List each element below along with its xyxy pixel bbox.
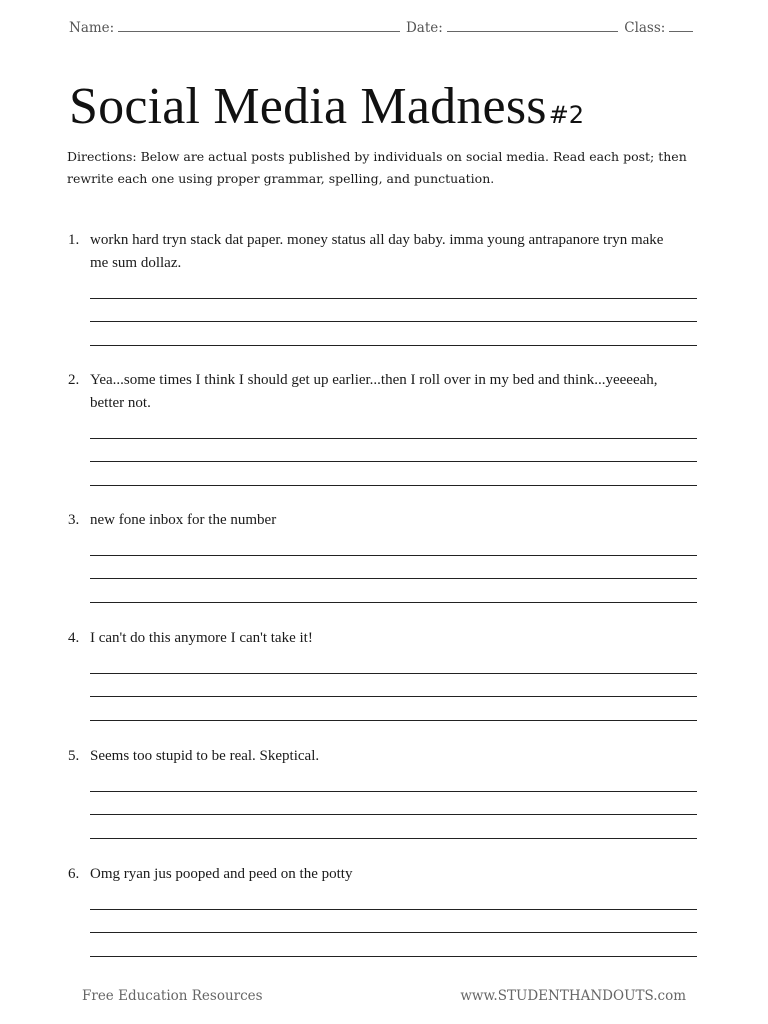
question-text: new fone inbox for the number	[90, 512, 277, 528]
question-3	[68, 509, 700, 603]
question-4	[68, 627, 700, 721]
answer-line[interactable]	[90, 674, 697, 698]
footer-website-link[interactable]: www.STUDENTHANDOUTS.com	[460, 988, 686, 1004]
answer-line[interactable]	[90, 439, 697, 463]
page-footer	[82, 988, 686, 1004]
question-2	[68, 369, 700, 486]
question-5	[68, 745, 700, 839]
question-number: 1.	[68, 232, 80, 248]
answer-line[interactable]	[90, 299, 697, 323]
header-fields	[69, 19, 699, 41]
answer-line[interactable]	[90, 415, 697, 439]
class-blank	[669, 19, 693, 32]
title-suffix: #2	[548, 101, 585, 129]
name-blank	[118, 19, 400, 32]
answer-line[interactable]	[90, 650, 697, 674]
answer-line[interactable]	[90, 579, 697, 603]
question-6	[68, 863, 700, 957]
answer-line[interactable]	[90, 815, 697, 839]
answer-line[interactable]	[90, 462, 697, 486]
answer-line[interactable]	[90, 532, 697, 556]
question-number: 6.	[68, 866, 80, 882]
question-text: Yea...some times I think I should get up earlier...then I roll over in my bed and think...yeeeeah, better not.	[90, 372, 658, 411]
class-label: Class:	[624, 20, 666, 36]
answer-line[interactable]	[90, 556, 697, 580]
question-text: I can't do this anymore I can't take it!	[90, 630, 313, 646]
title-main: Social Media Madness	[69, 78, 547, 135]
question-number: 2.	[68, 372, 80, 388]
date-blank	[447, 19, 618, 32]
answer-line[interactable]	[90, 792, 697, 816]
question-text: Seems too stupid to be real. Skeptical.	[90, 748, 320, 764]
name-label: Name:	[69, 20, 115, 36]
worksheet-title	[69, 77, 709, 147]
answer-line[interactable]	[90, 697, 697, 721]
answer-line[interactable]	[90, 322, 697, 346]
date-label: Date:	[405, 20, 443, 36]
question-number: 5.	[68, 748, 80, 764]
footer-left-text: Free Education Resources	[82, 988, 263, 1004]
answer-line[interactable]	[90, 886, 697, 910]
answer-line[interactable]	[90, 768, 697, 792]
answer-line[interactable]	[90, 275, 697, 299]
answer-line[interactable]	[90, 910, 697, 934]
question-number: 3.	[68, 512, 80, 528]
question-number: 4.	[68, 630, 80, 646]
question-text: workn hard tryn stack dat paper. money status all day baby. imma young antrapanore tryn make me sum dollaz.	[90, 232, 664, 271]
question-1	[68, 229, 700, 346]
answer-line[interactable]	[90, 933, 697, 957]
question-text: Omg ryan jus pooped and peed on the potty	[90, 866, 353, 882]
directions-text: Directions: Below are actual posts published by individuals on social media. Read each post; then rewrite each one using proper grammar, spelling, and punctuation.	[67, 149, 687, 186]
